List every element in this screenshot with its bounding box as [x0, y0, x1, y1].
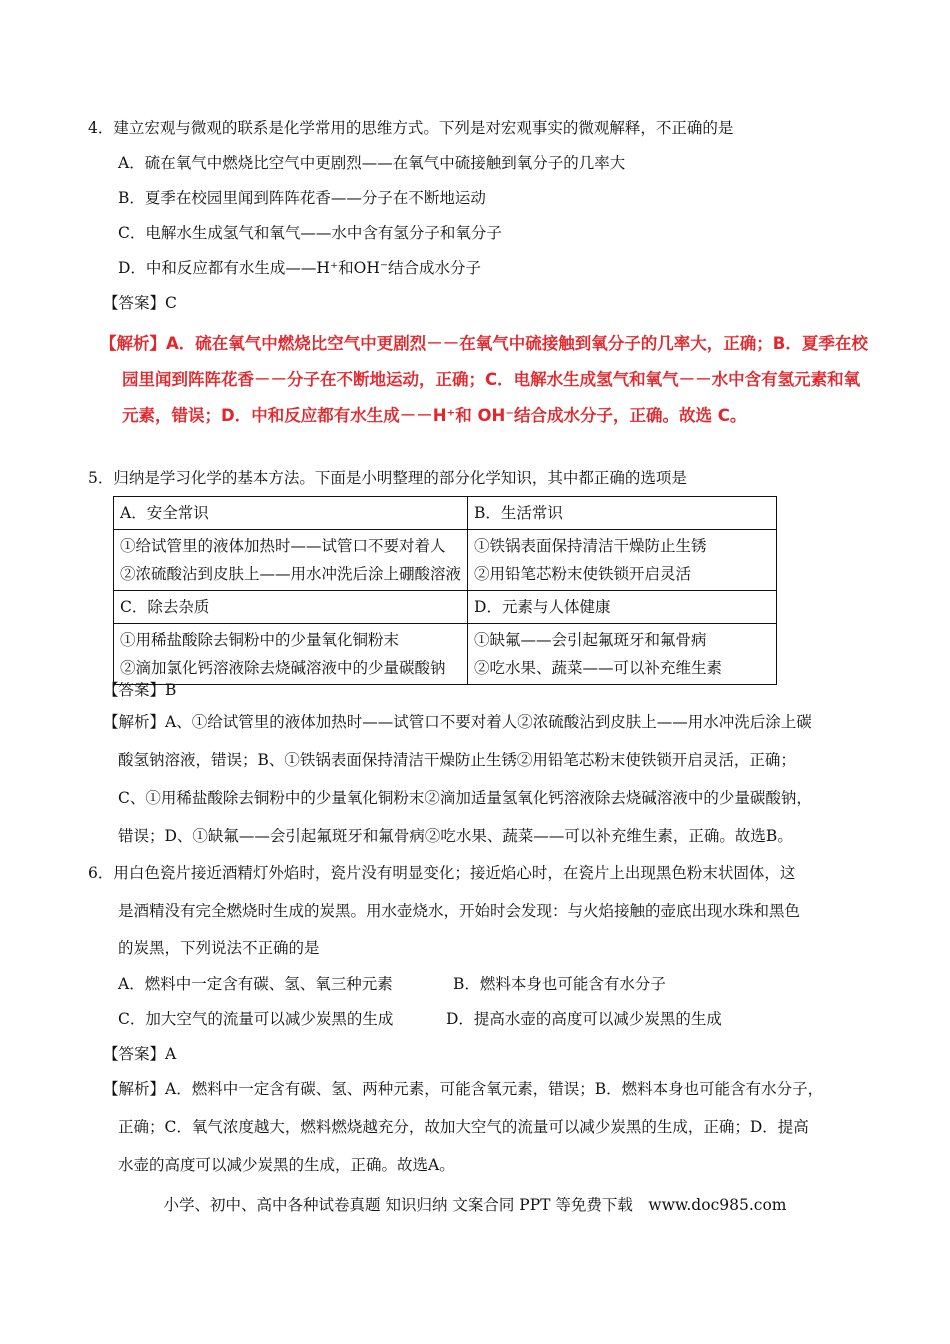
q4-analysis-line-2: 园里闻到阵阵花香－－分子在不断地运动，正确；C．电解水生成氢气和氧气－－水中含有氢元素和氧 — [122, 370, 861, 389]
table-c-item-1: ①用稀盐酸除去铜粉中的少量氧化铜粉末 — [120, 631, 400, 649]
q6-option-b: B．燃料本身也可能含有水分子 — [453, 975, 666, 993]
q5-analysis-line-3: C、①用稀盐酸除去铜粉中的少量氧化铜粉末②滴加适量氢氧化钙溶液除去烧碱溶液中的少量碳酸钠， — [118, 789, 812, 807]
footer-download-notice: 小学、初中、高中各种试卷真题 知识归纳 文案合同 PPT 等免费下载 www.doc985.com — [163, 1196, 787, 1214]
q5-answer: 【答案】B — [103, 681, 177, 699]
q6-option-a: A．燃料中一定含有碳、氢、氧三种元素 — [118, 975, 393, 993]
q6-stem-line-1: 6．用白色瓷片接近酒精灯外焰时，瓷片没有明显变化；接近焰心时，在瓷片上出现黑色粉末状固体，这 — [88, 864, 796, 882]
table-a-title: A．安全常识 — [114, 497, 468, 530]
table-a-item-2: ②浓硫酸沾到皮肤上——用水冲洗后涂上硼酸溶液 — [120, 565, 462, 583]
q4-option-c: C．电解水生成氢气和氧气——水中含有氢分子和氧分子 — [118, 224, 502, 242]
table-d-items — [468, 624, 777, 685]
knowledge-table — [113, 496, 777, 685]
table-a-item-1: ①给试管里的液体加热时——试管口不要对着人 — [120, 537, 446, 555]
q4-analysis-line-1: 【解析】A．硫在氧气中燃烧比空气中更剧烈－－在氧气中硫接触到氧分子的几率大，正确；B．夏季在校 — [100, 334, 868, 353]
table-d-item-1: ①缺氟——会引起氟斑牙和氟骨病 — [474, 631, 707, 649]
q6-option-c: C．加大空气的流量可以减少炭黑的生成 — [118, 1010, 394, 1028]
q4-option-a: A．硫在氧气中燃烧比空气中更剧烈——在氧气中硫接触到氧分子的几率大 — [118, 154, 626, 172]
q5-analysis-line-2: 酸氢钠溶液，错误；B、①铁锅表面保持清洁干燥防止生锈②用铅笔芯粉末使铁锁开启灵活，正确； — [118, 751, 796, 769]
table-d-title: D．元素与人体健康 — [468, 591, 777, 624]
table-c-items — [114, 624, 468, 685]
table-d-item-2: ②吃水果、蔬菜——可以补充维生素 — [474, 659, 723, 677]
q6-stem-line-2: 是酒精没有完全燃烧时生成的炭黑。用水壶烧水，开始时会发现：与火焰接触的壶底出现水珠和黑色 — [118, 902, 801, 920]
q5-analysis-line-4: 错误；D、①缺氟——会引起氟斑牙和氟骨病②吃水果、蔬菜——可以补充维生素，正确。故选B。 — [118, 827, 793, 845]
q5-stem: 5．归纳是学习化学的基本方法。下面是小明整理的部分化学知识，其中都正确的选项是 — [88, 469, 687, 487]
q6-stem-line-3: 的炭黑，下列说法不正确的是 — [118, 939, 320, 957]
table-b-item-1: ①铁锅表面保持清洁干燥防止生锈 — [474, 537, 707, 555]
q6-answer: 【答案】A — [103, 1045, 177, 1063]
q4-answer: 【答案】C — [103, 294, 177, 312]
q4-option-b: B．夏季在校园里闻到阵阵花香——分子在不断地运动 — [118, 189, 486, 207]
table-c-item-2: ②滴加氯化钙溶液除去烧碱溶液中的少量碳酸钠 — [120, 659, 446, 677]
table-b-items — [468, 530, 777, 591]
q4-option-d: D．中和反应都有水生成——H⁺和OH⁻结合成水分子 — [118, 259, 482, 277]
table-a-items — [114, 530, 468, 591]
table-b-title: B．生活常识 — [468, 497, 777, 530]
q6-analysis-line-3: 水壶的高度可以减少炭黑的生成，正确。故选A。 — [118, 1156, 455, 1174]
table-b-item-2: ②用铅笔芯粉末使铁锁开启灵活 — [474, 565, 692, 583]
q4-analysis — [100, 326, 880, 434]
q6-option-d: D．提高水壶的高度可以减少炭黑的生成 — [446, 1010, 722, 1028]
table-c-title: C．除去杂质 — [114, 591, 468, 624]
q4-analysis-line-3: 元素，错误；D．中和反应都有水生成－－H⁺和 OH⁻结合成水分子，正确。故选 C。 — [122, 406, 747, 425]
q6-analysis-line-2: 正确；C．氧气浓度越大，燃料燃烧越充分，故加大空气的流量可以减少炭黑的生成，正确；D．提高 — [118, 1118, 809, 1136]
q6-analysis-line-1: 【解析】A．燃料中一定含有碳、氢、两种元素，可能含氧元素，错误；B．燃料本身也可能含有水分子， — [103, 1080, 824, 1098]
q4-stem: 4．建立宏观与微观的联系是化学常用的思维方式。下列是对宏观事实的微观解释，不正确的是 — [88, 119, 734, 137]
q5-analysis-line-1: 【解析】A、①给试管里的液体加热时——试管口不要对着人②浓硫酸沾到皮肤上——用水冲洗后涂上碳 — [103, 713, 812, 731]
